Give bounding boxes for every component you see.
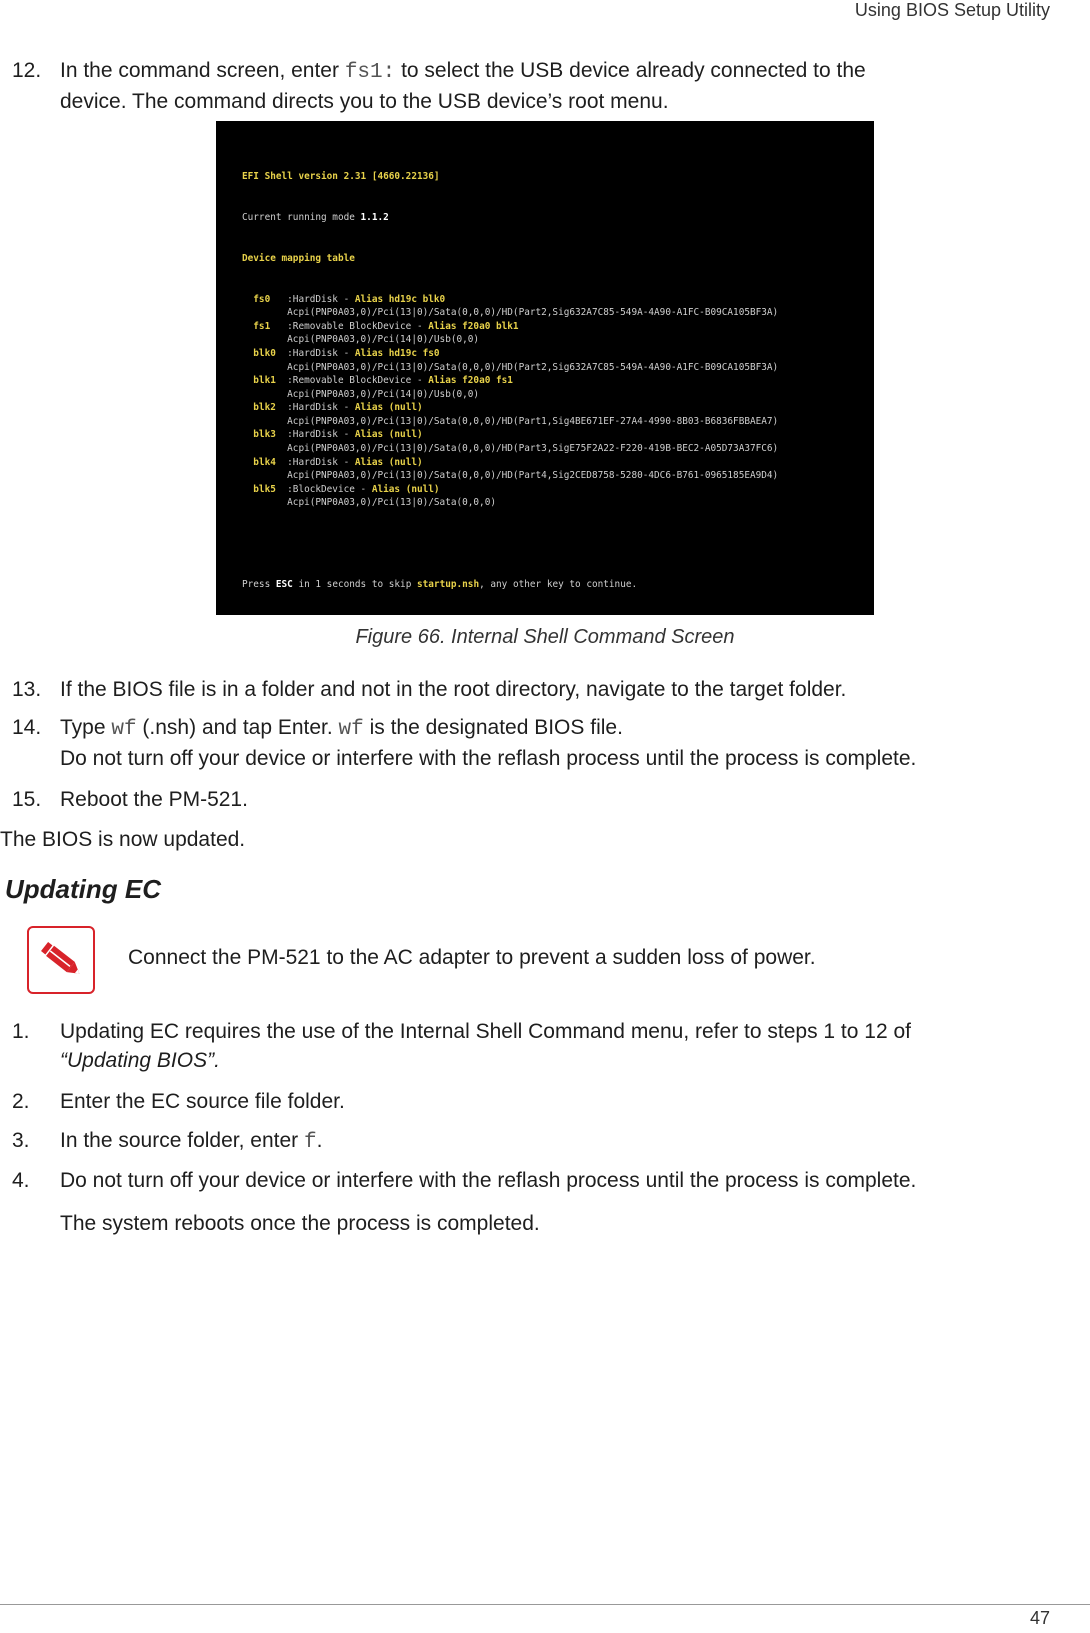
terminal-line: Acpi(PNP0A03,0)/Pci(14|0)/Usb(0,0) xyxy=(287,388,480,400)
step-text: In the command screen, enter xyxy=(60,59,345,82)
terminal-line: Acpi(PNP0A03,0)/Pci(13|0)/Sata(0,0,0) xyxy=(287,497,496,509)
terminal-line: blk2 :HardDisk - Alias (null) xyxy=(242,402,423,414)
terminal-line: Acpi(PNP0A03,0)/Pci(13|0)/Sata(0,0,0)/HD(Part3,SigE75F2A22-F220-419B-BEC2-A05D73A37FC6) xyxy=(287,443,779,455)
terminal-line: fs1 :Removable BlockDevice - Alias f20a0 blk1 xyxy=(242,320,519,332)
step-text-line2: device. The command directs you to the USB device’s root menu. xyxy=(60,90,669,113)
step-text-line2: “Updating BIOS”. xyxy=(60,1049,220,1072)
step-text: Do not turn off your device or interfere with the reflash process until the process is complete. xyxy=(60,1169,917,1192)
step-text: If the BIOS file is in a folder and not in the root directory, navigate to the target folder. xyxy=(60,678,847,701)
footer-rule xyxy=(0,1604,1090,1605)
step-number: 14. xyxy=(12,716,42,739)
step-number: 3. xyxy=(12,1129,30,1152)
terminal-line: Acpi(PNP0A03,0)/Pci(13|0)/Sata(0,0,0)/HD(Part4,Sig2CED8758-5280-4DC6-B761-0965185EA9D4) xyxy=(287,470,779,482)
figure-caption: Figure 66. Internal Shell Command Screen xyxy=(355,626,735,648)
step-number: 13. xyxy=(12,678,42,701)
section-title: Updating EC xyxy=(5,874,161,904)
terminal-line: blk5 :BlockDevice - Alias (null) xyxy=(242,483,440,495)
step-number: 1. xyxy=(12,1020,30,1043)
running-header: Using BIOS Setup Utility xyxy=(854,0,1050,20)
terminal-line: blk3 :HardDisk - Alias (null) xyxy=(242,429,423,441)
step-text: Enter the EC source file folder. xyxy=(60,1090,345,1113)
code-f: f xyxy=(303,1131,317,1154)
step-text: to select the USB device already connected to the xyxy=(395,59,866,82)
bios-updated-text: The BIOS is now updated. xyxy=(0,828,246,851)
shell-screenshot xyxy=(216,121,874,631)
terminal-line: Device mapping table xyxy=(242,252,355,264)
step-number: 2. xyxy=(12,1090,30,1113)
terminal-output xyxy=(242,143,778,660)
note-text: Connect the PM-521 to the AC adapter to prevent a sudden loss of power. xyxy=(128,946,816,969)
step-text: Reboot the PM-521. xyxy=(60,788,248,811)
terminal-prompt: Shell> _ xyxy=(242,619,288,631)
pencil-icon xyxy=(27,926,95,994)
terminal-line: Acpi(PNP0A03,0)/Pci(13|0)/Sata(0,0,0)/HD(Part1,Sig4BE671EF-27A4-4990-8B03-B6836FBBAEA7) xyxy=(287,415,779,427)
step-number: 12. xyxy=(12,59,42,82)
code-wf: wf xyxy=(111,718,137,741)
step-text-line2: Do not turn off your device or interfere with the reflash process until the process is complete. xyxy=(60,747,917,770)
terminal-line: Press ESC in 1 seconds to skip startup.nsh, any other key to continue. xyxy=(242,579,638,590)
terminal-line: blk4 :HardDisk - Alias (null) xyxy=(242,456,423,468)
terminal-line: blk0 :HardDisk - Alias hd19c fs0 xyxy=(242,347,440,359)
terminal-line: Acpi(PNP0A03,0)/Pci(13|0)/Sata(0,0,0)/HD(Part2,Sig632A7C85-549A-4A90-A1FC-B09CA105BF3A) xyxy=(287,361,779,373)
terminal-line: blk1 :Removable BlockDevice - Alias f20a0 fs1 xyxy=(242,375,513,387)
terminal-line: Current running mode 1.1.2 xyxy=(242,211,389,223)
terminal-line: EFI Shell version 2.31 [4660.22136] xyxy=(242,171,440,183)
terminal-line: fs0 :HardDisk - Alias hd19c blk0 xyxy=(242,293,446,305)
code-wf: wf xyxy=(338,718,364,741)
terminal-line: Acpi(PNP0A03,0)/Pci(13|0)/Sata(0,0,0)/HD(Part2,Sig632A7C85-549A-4A90-A1FC-B09CA105BF3A) xyxy=(287,307,779,319)
ec-final-text: The system reboots once the process is completed. xyxy=(60,1212,540,1235)
page-number: 47 xyxy=(1029,1608,1050,1628)
step-text: Updating EC requires the use of the Internal Shell Command menu, refer to steps 1 to 12 of xyxy=(60,1020,911,1043)
step-number: 4. xyxy=(12,1169,30,1192)
code-fs1: fs1: xyxy=(344,61,396,84)
terminal-line: Acpi(PNP0A03,0)/Pci(14|0)/Usb(0,0) xyxy=(287,334,480,346)
step-number: 15. xyxy=(12,788,42,811)
